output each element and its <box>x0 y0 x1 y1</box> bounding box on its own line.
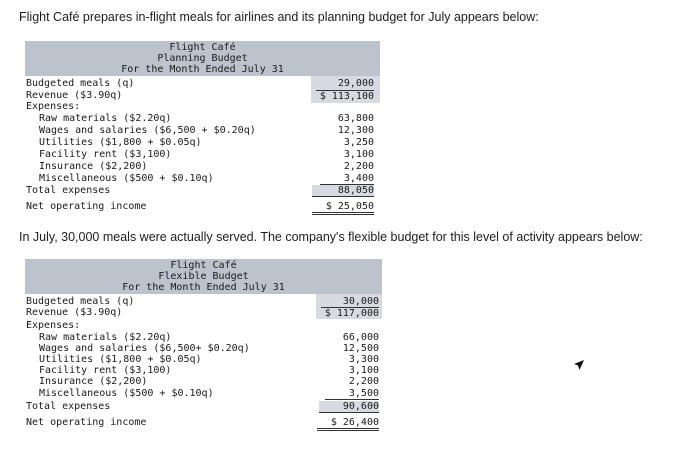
expense-row <box>25 332 382 343</box>
expense-value: 3,500 <box>325 388 379 400</box>
expenses-label: Expenses: <box>26 320 81 331</box>
flexible-budget-table <box>25 259 382 434</box>
revenue-value: $ 117,000 <box>321 307 379 319</box>
total-expenses-label: Total expenses <box>26 401 111 412</box>
expense-value: 3,300 <box>348 354 379 365</box>
budget-title: Flexible Budget <box>158 271 249 282</box>
expense-row <box>25 137 380 148</box>
net-income-row <box>25 417 382 428</box>
expenses-heading-row <box>25 320 382 331</box>
budget-title: Planning Budget <box>157 53 248 64</box>
expenses-heading-row <box>25 101 380 112</box>
expense-row <box>25 173 380 184</box>
expense-row <box>25 125 380 136</box>
total-expenses-row <box>25 185 380 196</box>
expense-label: Utilities ($1,800 + $0.05q) <box>39 137 202 148</box>
expense-value: 12,500 <box>342 343 379 354</box>
revenue-label: Revenue ($3.90q) <box>26 90 123 101</box>
expenses-label: Expenses: <box>26 101 81 112</box>
meals-row <box>25 78 380 89</box>
intro-text: Flight Café prepares in-flight meals for airlines and its planning budget for July appears below: <box>19 10 539 24</box>
company-name: Flight Café <box>170 260 237 271</box>
expense-row <box>25 365 382 376</box>
total-expenses-value: 90,600 <box>319 401 379 413</box>
expense-label: Facility rent ($3,100) <box>39 365 172 376</box>
expense-value: 12,300 <box>337 125 374 136</box>
expense-value: 3,250 <box>343 137 374 148</box>
expense-label: Miscellaneous ($500 + $0.10q) <box>39 173 214 184</box>
company-name: Flight Café <box>169 42 236 53</box>
expense-value: 2,200 <box>343 161 374 172</box>
revenue-row <box>25 90 380 101</box>
expense-row <box>25 388 382 399</box>
planning-budget-table <box>25 41 380 216</box>
meals-label: Budgeted meals (q) <box>26 78 135 89</box>
expense-label: Wages and salaries ($6,500+ $0.20q) <box>39 343 250 354</box>
expense-label: Raw materials ($2.20q) <box>39 332 172 343</box>
expense-value: 2,200 <box>348 376 379 387</box>
expense-value: 3,100 <box>348 365 379 376</box>
total-expenses-value: 88,050 <box>312 185 374 197</box>
expense-label: Facility rent ($3,100) <box>39 149 172 160</box>
expense-row <box>25 343 382 354</box>
expense-row <box>25 354 382 365</box>
meals-value: 30,000 <box>342 296 379 307</box>
expense-value: 3,400 <box>320 173 374 185</box>
expense-value: 66,000 <box>342 332 379 343</box>
period-title: For the Month Ended July 31 <box>122 282 285 293</box>
revenue-value: $ 113,100 <box>316 90 374 102</box>
net-income-value: $ 26,400 <box>317 417 379 431</box>
net-income-value: $ 25,050 <box>312 201 374 215</box>
total-expenses-label: Total expenses <box>26 185 111 196</box>
revenue-row <box>25 307 382 318</box>
expense-label: Utilities ($1,800 + $0.05q) <box>39 354 202 365</box>
middle-text: In July, 30,000 meals were actually served. The company's flexible budget for this level of activity appears below: <box>19 230 643 244</box>
expense-value: 3,100 <box>343 149 374 160</box>
meals-row <box>25 296 382 307</box>
expense-label: Raw materials ($2.20q) <box>39 113 172 124</box>
expense-row <box>25 149 380 160</box>
total-expenses-row <box>25 401 382 412</box>
revenue-label: Revenue ($3.90q) <box>26 307 123 318</box>
expense-value: 63,800 <box>337 113 374 124</box>
expense-label: Wages and salaries ($6,500 + $0.20q) <box>39 125 256 136</box>
meals-value: 29,000 <box>337 78 374 89</box>
net-income-label: Net operating income <box>26 417 147 428</box>
expense-label: Miscellaneous ($500 + $0.10q) <box>39 388 214 399</box>
expense-row <box>25 113 380 124</box>
expense-row <box>25 376 382 387</box>
expense-label: Insurance ($2,200) <box>39 161 148 172</box>
period-title: For the Month Ended July 31 <box>121 64 284 75</box>
expense-label: Insurance ($2,200) <box>39 376 148 387</box>
expense-row <box>25 161 380 172</box>
meals-label: Budgeted meals (q) <box>26 296 135 307</box>
mouse-cursor-icon <box>571 358 585 372</box>
flexible-budget-header <box>25 259 382 294</box>
net-income-label: Net operating income <box>26 201 147 212</box>
net-income-row <box>25 201 380 212</box>
planning-budget-header <box>25 41 380 76</box>
